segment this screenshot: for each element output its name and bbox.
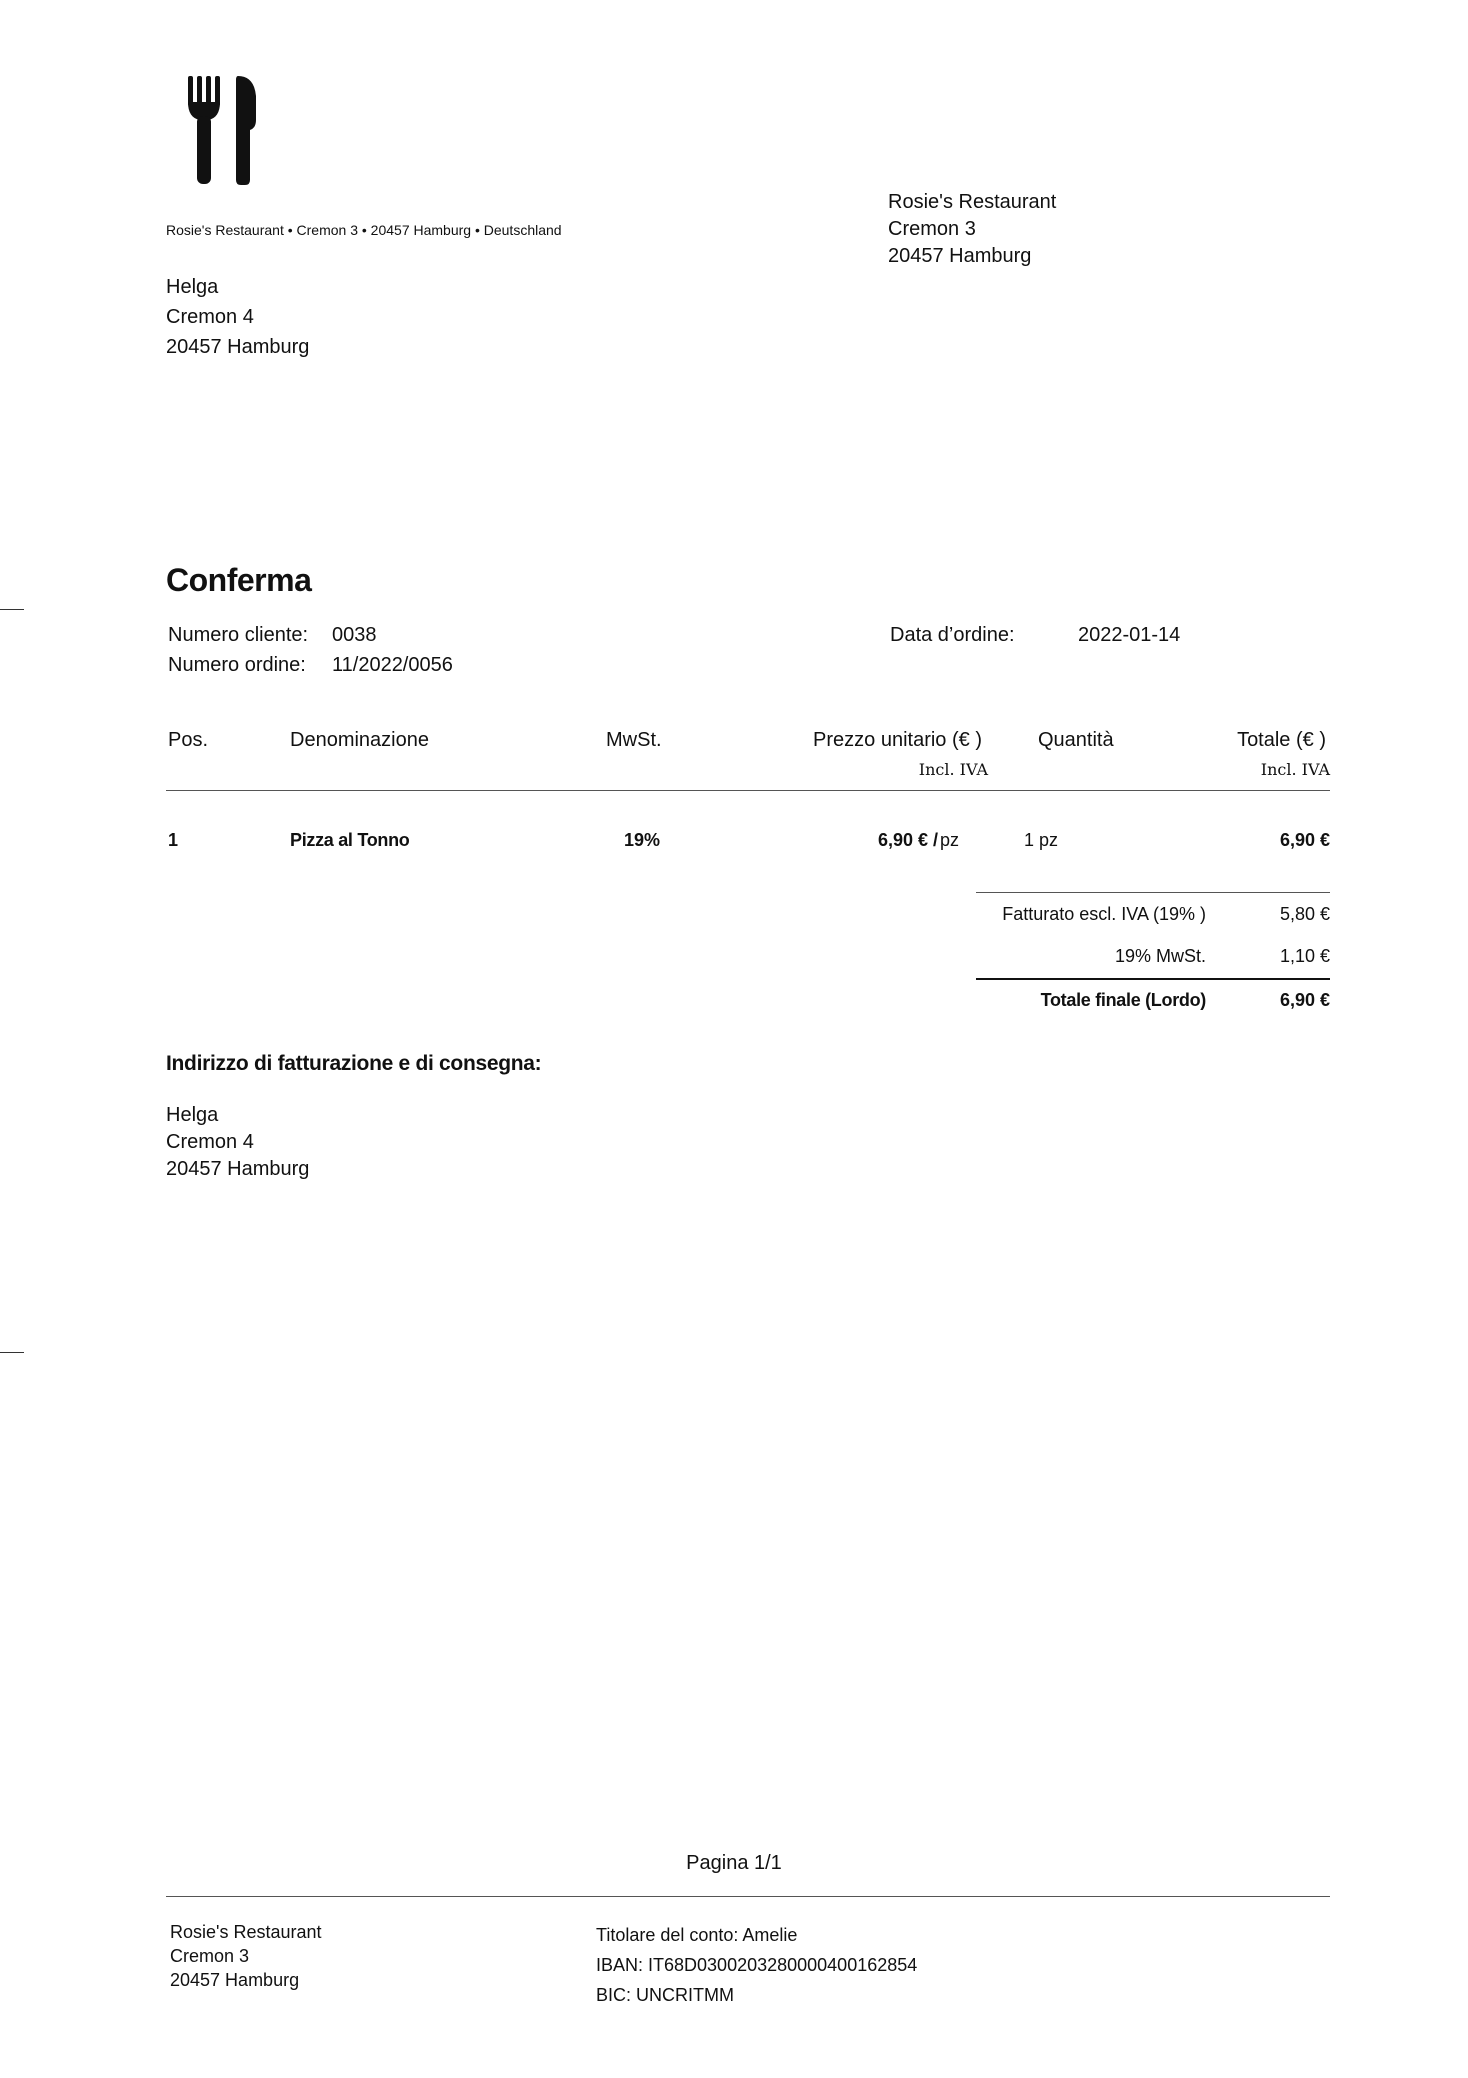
- row-vat: 19%: [624, 830, 661, 850]
- header-vat: MwSt.: [606, 729, 662, 751]
- header-divider: [166, 790, 1330, 791]
- row-name: Pizza al Tonno: [290, 830, 410, 850]
- row-total: 6,90 €: [1279, 830, 1330, 850]
- vat-label: 19% MwSt.: [1114, 946, 1206, 966]
- net-label: Fatturato escl. IVA (19% ): [1002, 904, 1206, 924]
- summary-divider-bottom: [976, 978, 1330, 980]
- fold-mark-bottom: [0, 1352, 24, 1353]
- header-total: Totale (€ ): [1237, 729, 1326, 751]
- billing-name: Helga: [166, 1104, 219, 1126]
- recipient-name: Helga: [166, 276, 219, 298]
- billing-street: Cremon 4: [166, 1131, 254, 1153]
- page-number: Pagina 1/1: [686, 1852, 782, 1874]
- vat-value: 1,10 €: [1279, 946, 1330, 966]
- header-unit-price-note: Incl. IVA: [918, 760, 988, 779]
- company-city: 20457 Hamburg: [888, 245, 1032, 267]
- company-name: Rosie's Restaurant: [888, 191, 1057, 213]
- gross-value: 6,90 €: [1279, 990, 1330, 1010]
- footer-company-street: Cremon 3: [170, 1946, 250, 1966]
- customer-number-label: Numero cliente:: [168, 624, 309, 646]
- company-street: Cremon 3: [888, 218, 976, 240]
- recipient-street: Cremon 4: [166, 306, 254, 328]
- recipient-address: [166, 272, 309, 362]
- billing-city: 20457 Hamburg: [166, 1158, 310, 1180]
- header-total-note: Incl. IVA: [1260, 760, 1330, 779]
- footer-bank-holder: Titolare del conto: Amelie: [596, 1925, 798, 1945]
- footer-bank-bic: BIC: UNCRITMM: [596, 1985, 734, 2005]
- order-number: 11/2022/0056: [332, 654, 453, 676]
- row-pos: 1: [168, 830, 179, 850]
- fold-mark-top: [0, 609, 24, 610]
- order-date: 2022-01-14: [1078, 624, 1181, 646]
- header-pos: Pos.: [168, 729, 209, 751]
- row-unit: pz: [940, 830, 960, 850]
- fork-knife-icon: [180, 72, 262, 188]
- footer-company: [170, 1920, 322, 1992]
- gross-label: Totale finale (Lordo): [1040, 990, 1206, 1010]
- header-quantity: Quantità: [1038, 729, 1114, 751]
- order-date-label: Data d’ordine:: [890, 624, 1015, 646]
- row-quantity: 1 pz: [1024, 830, 1059, 850]
- footer-company-city: 20457 Hamburg: [170, 1970, 300, 1990]
- customer-number: 0038: [332, 624, 377, 646]
- recipient-city: 20457 Hamburg: [166, 336, 310, 358]
- company-address: [888, 189, 1056, 270]
- sender-line: Rosie's Restaurant • Cremon 3 • 20457 Hamburg • Deutschland: [166, 222, 562, 238]
- header-unit-price: Prezzo unitario (€ ): [813, 729, 982, 751]
- footer-bank: [596, 1920, 917, 2010]
- footer-bank-iban: IBAN: IT68D0300203280000400162854: [596, 1955, 918, 1975]
- header-name: Denominazione: [290, 729, 429, 751]
- footer-company-name: Rosie's Restaurant: [170, 1922, 322, 1942]
- billing-heading: Indirizzo di fatturazione e di consegna:: [166, 1052, 542, 1075]
- order-number-label: Numero ordine:: [168, 654, 306, 676]
- summary-divider-top: [976, 892, 1330, 893]
- document-title: Conferma: [166, 562, 312, 598]
- footer-divider: [166, 1896, 1330, 1897]
- billing-address: [166, 1102, 309, 1183]
- net-value: 5,80 €: [1279, 904, 1330, 924]
- row-unit-price: 6,90 € /: [877, 830, 938, 850]
